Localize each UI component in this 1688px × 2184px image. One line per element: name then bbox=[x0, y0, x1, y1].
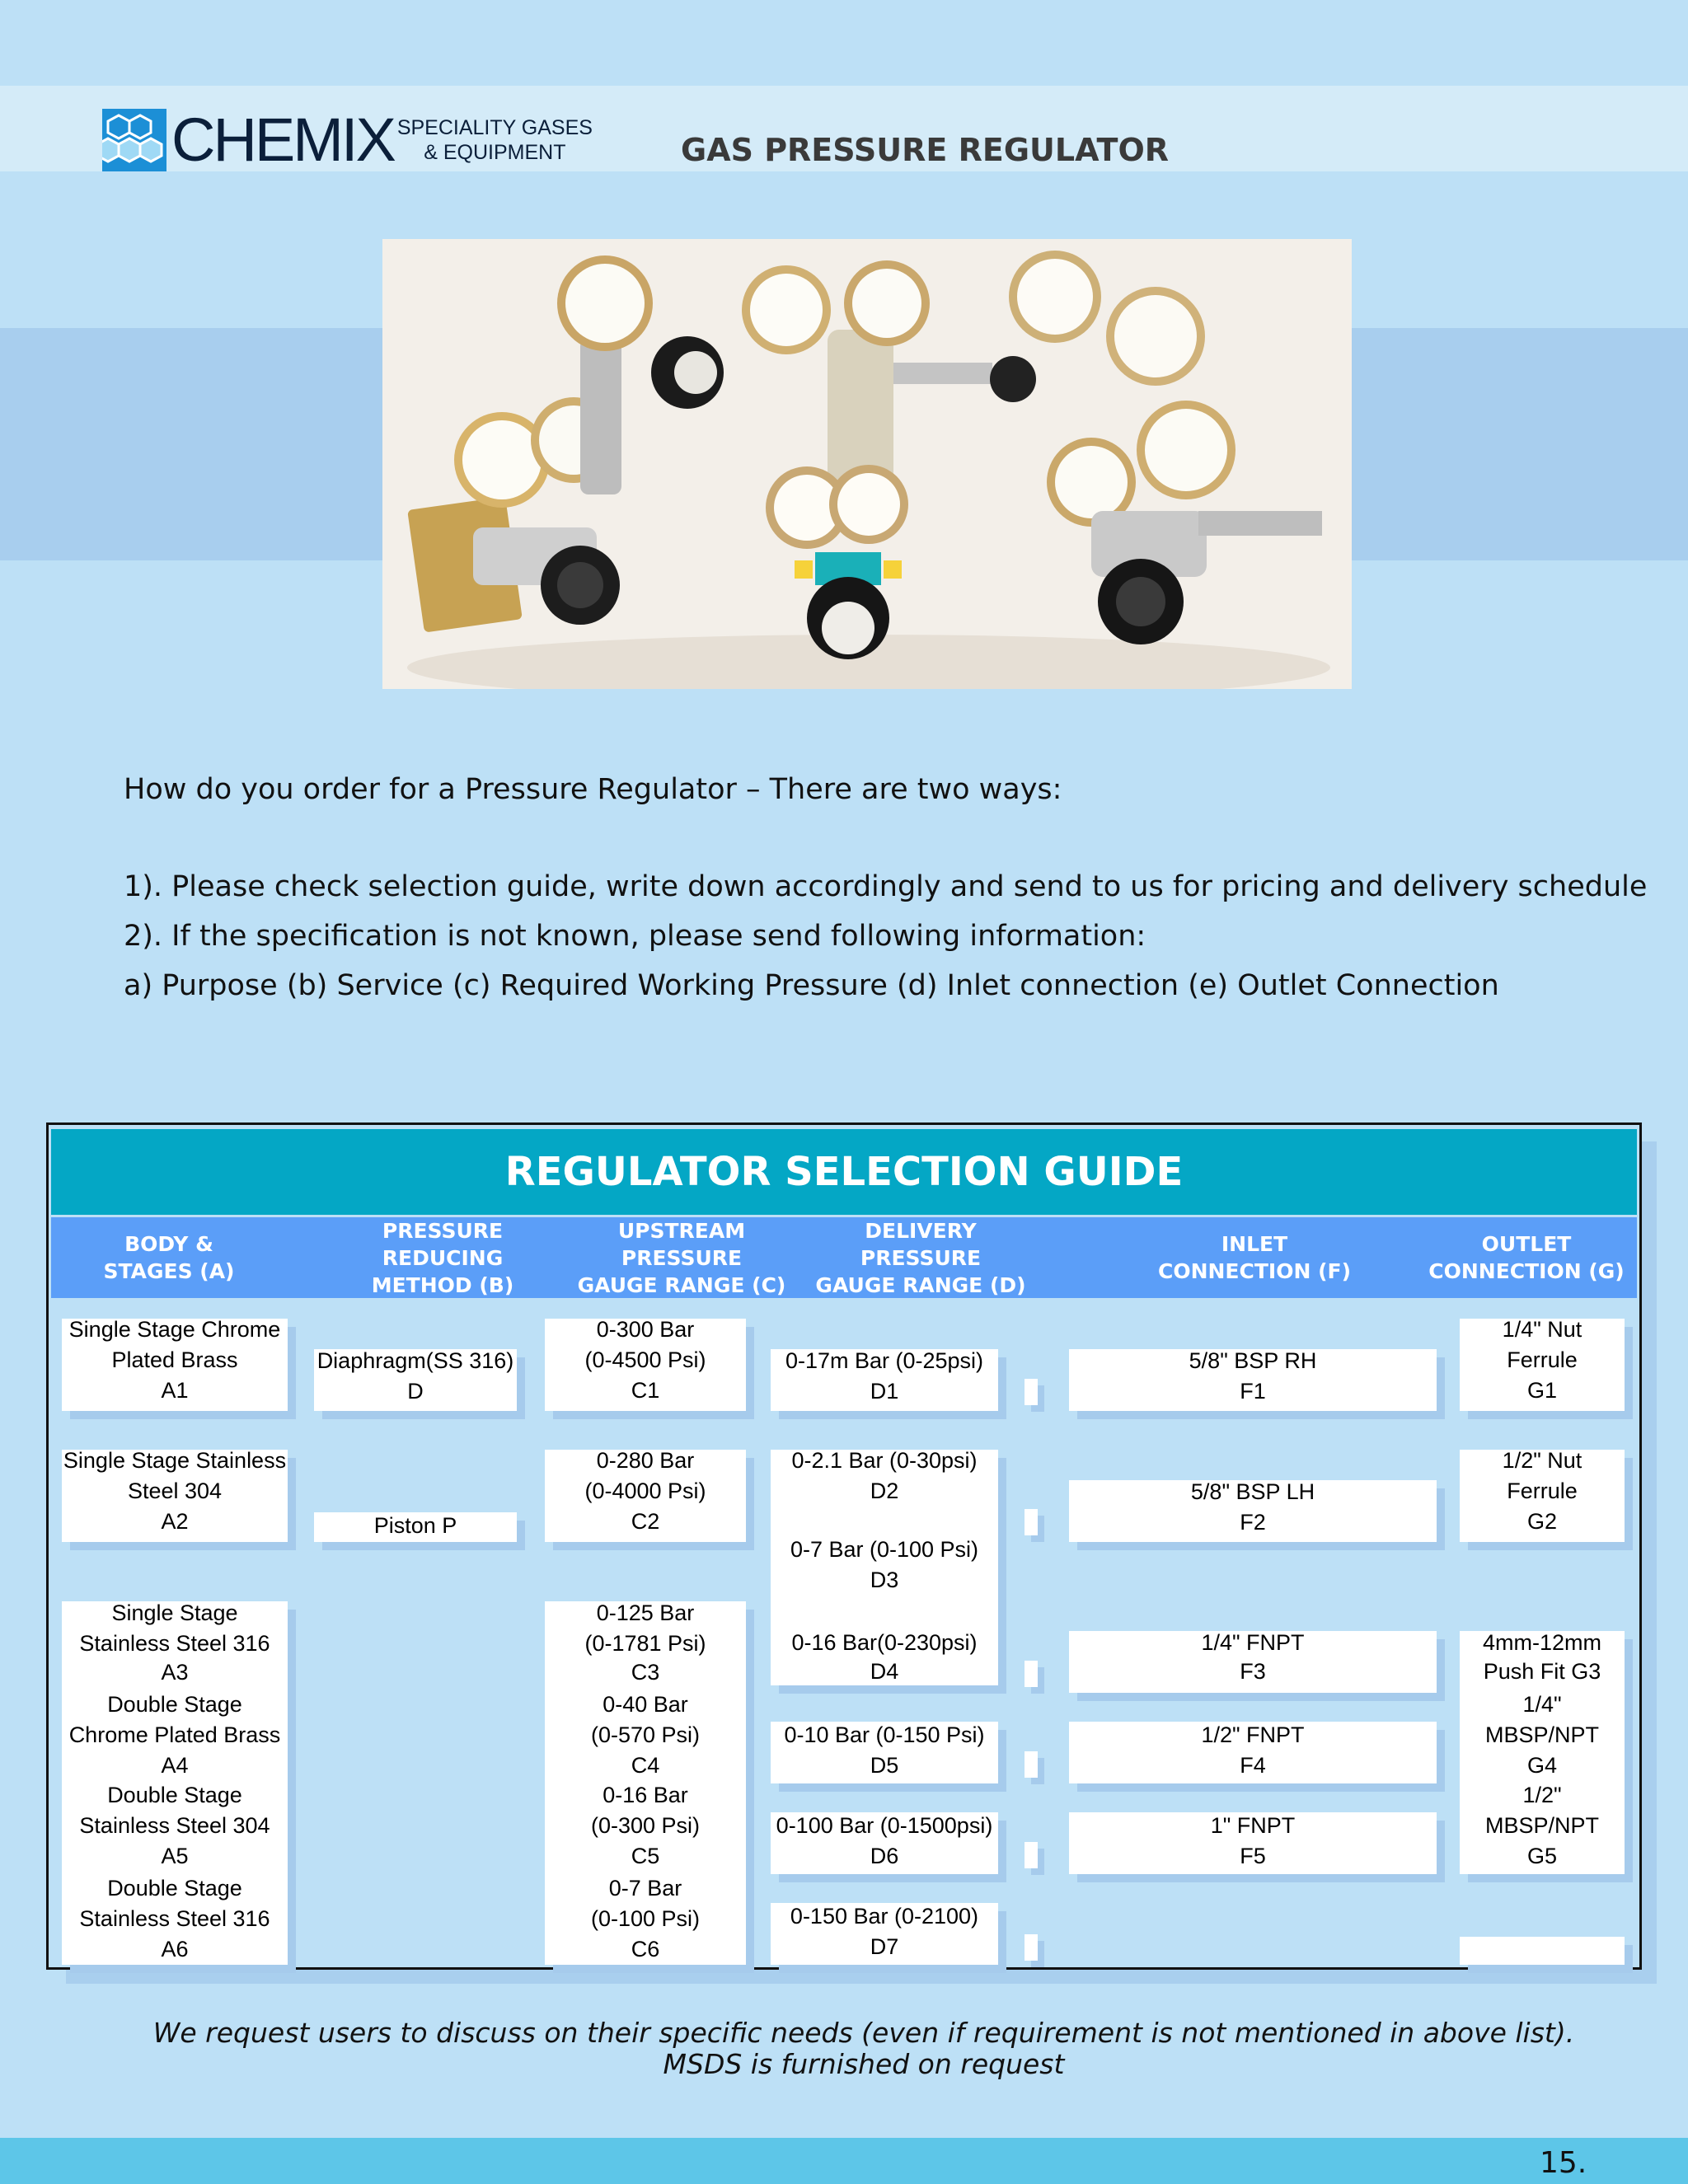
cell-code: C5 bbox=[631, 1844, 660, 1868]
cell-line: 5/8" BSP RH bbox=[1189, 1348, 1317, 1373]
cell-line: 1" FNPT bbox=[1210, 1813, 1296, 1838]
regulator-selection-guide bbox=[46, 1122, 1642, 1970]
cell-code: C6 bbox=[631, 1937, 660, 1961]
header-line: GAUGE RANGE (D) bbox=[815, 1272, 1026, 1297]
cell-code: A3 bbox=[161, 1660, 189, 1685]
upstream-c5 bbox=[545, 1780, 746, 1872]
body-stage-a5 bbox=[62, 1780, 288, 1872]
body-stage-a3 bbox=[62, 1598, 288, 1686]
header-line: INLET bbox=[1221, 1232, 1288, 1256]
cell-line: 0-7 Bar (0-100 Psi) bbox=[790, 1537, 979, 1562]
cell-line: 0-300 Bar bbox=[596, 1317, 695, 1342]
page-number: 15. bbox=[1540, 2146, 1587, 2180]
order-way-2: 2). If the specification is not known, please send following information: bbox=[124, 920, 1146, 953]
delivery-d2 bbox=[771, 1446, 998, 1507]
cell-line: 0-125 Bar bbox=[596, 1601, 695, 1625]
header-outlet bbox=[1419, 1217, 1634, 1298]
delivery-d6 bbox=[771, 1811, 998, 1872]
cell-line: Stainless Steel 316 bbox=[79, 1631, 270, 1656]
cell-line: 0-40 Bar bbox=[603, 1692, 688, 1717]
cell-line: MBSP/NPT bbox=[1484, 1722, 1600, 1747]
cell-line: 1/2" FNPT bbox=[1201, 1722, 1305, 1747]
cell-line: 1/4" FNPT bbox=[1201, 1630, 1305, 1655]
method-diaphragm bbox=[314, 1346, 517, 1407]
cell-line: (0-4500 Psi) bbox=[584, 1347, 706, 1372]
cell-line: Push Fit G3 bbox=[1483, 1659, 1601, 1684]
column-separator bbox=[1025, 1509, 1038, 1535]
cell-line: 4mm-12mm bbox=[1482, 1630, 1601, 1655]
inlet-f2 bbox=[1069, 1477, 1437, 1538]
cell-code: A4 bbox=[161, 1753, 189, 1778]
header-reducing-method bbox=[323, 1217, 562, 1298]
cell-line: (0-570 Psi) bbox=[590, 1722, 701, 1747]
header-line: OUTLET bbox=[1481, 1232, 1572, 1256]
inlet-f1 bbox=[1069, 1346, 1437, 1407]
cell-line: Steel 304 bbox=[127, 1479, 223, 1503]
cell-line: 0-16 Bar(0-230psi) bbox=[791, 1630, 978, 1655]
column-separator bbox=[1025, 1842, 1038, 1868]
hexagon-logo-icon bbox=[102, 109, 166, 171]
header-line: CONNECTION (F) bbox=[1157, 1259, 1352, 1283]
column-separator bbox=[1025, 1661, 1038, 1687]
header-line: PRESSURE REDUCING bbox=[382, 1218, 504, 1270]
order-question: How do you order for a Pressure Regulator – There are two ways: bbox=[124, 773, 1062, 806]
cell-line: 1/4" Nut bbox=[1502, 1317, 1582, 1342]
cell-line: 0-17m Bar (0-25psi) bbox=[785, 1348, 984, 1373]
cell-line: Double Stage bbox=[107, 1876, 242, 1900]
cell-code: G2 bbox=[1526, 1509, 1558, 1534]
body-stage-a1 bbox=[62, 1315, 288, 1406]
decorative-band-left bbox=[0, 328, 386, 560]
cell-code: A2 bbox=[161, 1509, 189, 1534]
brand-tagline bbox=[397, 115, 593, 165]
cell-code: D1 bbox=[870, 1379, 899, 1404]
cell-code: G1 bbox=[1526, 1378, 1558, 1403]
cell-line: 0-150 Bar (0-2100) bbox=[790, 1904, 979, 1929]
cell-line: Piston P bbox=[373, 1513, 457, 1538]
delivery-d4 bbox=[771, 1628, 998, 1685]
upstream-c1 bbox=[545, 1315, 746, 1406]
outlet-cell-empty bbox=[1460, 1937, 1625, 1965]
cell-line: 0-16 Bar bbox=[603, 1783, 688, 1807]
upstream-c4 bbox=[545, 1690, 746, 1781]
header-line: UPSTREAM PRESSURE bbox=[617, 1218, 746, 1270]
cell-code: C1 bbox=[631, 1378, 660, 1403]
cell-line: Double Stage bbox=[107, 1692, 242, 1717]
cell-line: 0-7 Bar bbox=[608, 1876, 682, 1900]
column-separator bbox=[1025, 1379, 1038, 1405]
header-line: STAGES (A) bbox=[103, 1259, 235, 1283]
header-line: CONNECTION (G) bbox=[1428, 1259, 1625, 1283]
cell-code: A6 bbox=[161, 1937, 189, 1961]
decorative-band-right bbox=[1350, 328, 1688, 560]
cell-code: F3 bbox=[1240, 1659, 1266, 1684]
column-separator bbox=[1025, 1751, 1038, 1778]
upstream-c2 bbox=[545, 1446, 746, 1537]
cell-line: 1/2" Nut bbox=[1502, 1448, 1582, 1473]
delivery-d5 bbox=[771, 1720, 998, 1781]
cell-code: C4 bbox=[631, 1753, 660, 1778]
cell-line: 0-2.1 Bar (0-30psi) bbox=[791, 1448, 978, 1473]
outlet-g5 bbox=[1460, 1780, 1625, 1872]
cell-code: G5 bbox=[1526, 1844, 1558, 1868]
footnote-line-1: We request users to discuss on their specific needs (even if requirement is not mentioned in above list). bbox=[152, 2017, 1575, 2049]
cell-line: Double Stage bbox=[107, 1783, 242, 1807]
cell-line: Plated Brass bbox=[111, 1347, 238, 1372]
inlet-f5 bbox=[1069, 1811, 1437, 1872]
delivery-d1 bbox=[771, 1346, 998, 1407]
cell-line: 1/4" bbox=[1522, 1692, 1562, 1717]
delivery-d7 bbox=[771, 1901, 998, 1962]
header-inlet bbox=[1114, 1217, 1395, 1298]
cell-code: D6 bbox=[870, 1844, 899, 1868]
order-way-1: 1). Please check selection guide, write down accordingly and send to us for pricing and delivery schedule bbox=[124, 870, 1648, 903]
header-line: GAUGE RANGE (C) bbox=[577, 1272, 786, 1297]
cell-line: Single Stage Chrome bbox=[68, 1317, 281, 1342]
header-body-stages bbox=[51, 1217, 287, 1298]
outlet-g2 bbox=[1460, 1446, 1625, 1537]
cell-line: Chrome Plated Brass bbox=[68, 1722, 281, 1747]
cell-code: F2 bbox=[1240, 1510, 1266, 1535]
cell-line: 5/8" BSP LH bbox=[1190, 1479, 1315, 1504]
chemix-logo bbox=[102, 107, 593, 173]
order-info-items: a) Purpose (b) Service (c) Required Working Pressure (d) Inlet connection (e) Outlet Connection bbox=[124, 969, 1499, 1002]
footnote bbox=[0, 2018, 1688, 2080]
cell-code: D7 bbox=[870, 1934, 899, 1959]
cell-code: C3 bbox=[631, 1660, 660, 1685]
cell-line: Ferrule bbox=[1507, 1347, 1578, 1372]
cell-line: 0-10 Bar (0-150 Psi) bbox=[784, 1722, 985, 1747]
cell-line: 0-280 Bar bbox=[596, 1448, 695, 1473]
method-piston bbox=[314, 1511, 517, 1541]
brand-tagline-line1: SPECIALITY GASES bbox=[396, 116, 593, 139]
header-line: METHOD (B) bbox=[371, 1272, 514, 1297]
cell-line: Single Stage Stainless bbox=[63, 1448, 287, 1473]
header-delivery bbox=[801, 1217, 1040, 1298]
body-stage-a4 bbox=[62, 1690, 288, 1781]
cell-code: F1 bbox=[1240, 1379, 1266, 1404]
cell-code: D3 bbox=[870, 1568, 899, 1592]
pressure-regulators-image bbox=[382, 239, 1352, 689]
cell-code: A5 bbox=[161, 1844, 189, 1868]
outlet-g1 bbox=[1460, 1315, 1625, 1406]
cell-line: 0-100 Bar (0-1500psi) bbox=[776, 1813, 993, 1838]
cell-code: D bbox=[407, 1379, 424, 1404]
cell-line: (0-100 Psi) bbox=[590, 1906, 701, 1931]
cell-code: F4 bbox=[1240, 1753, 1266, 1778]
cell-code: F5 bbox=[1240, 1844, 1266, 1868]
upstream-c6 bbox=[545, 1873, 746, 1965]
cell-line: Single Stage bbox=[111, 1601, 238, 1625]
header-line: BODY & bbox=[124, 1232, 213, 1256]
cell-line: (0-1781 Psi) bbox=[584, 1631, 706, 1656]
inlet-f4 bbox=[1069, 1720, 1437, 1781]
cell-code: D4 bbox=[870, 1659, 899, 1684]
header-line: DELIVERY PRESSURE bbox=[860, 1218, 982, 1270]
column-separator bbox=[1025, 1934, 1038, 1961]
inlet-f3 bbox=[1069, 1628, 1437, 1685]
delivery-d3 bbox=[771, 1535, 998, 1596]
body-stage-a2 bbox=[62, 1446, 288, 1537]
cell-line: Diaphragm(SS 316) bbox=[316, 1348, 514, 1373]
document-title: GAS PRESSURE REGULATOR bbox=[681, 132, 1170, 168]
cell-line: (0-4000 Psi) bbox=[584, 1479, 706, 1503]
cell-line: Stainless Steel 316 bbox=[79, 1906, 270, 1931]
brand-name: CHEMIX bbox=[171, 105, 394, 174]
cell-line: (0-300 Psi) bbox=[590, 1813, 701, 1838]
cell-line: MBSP/NPT bbox=[1484, 1813, 1600, 1838]
upstream-c3 bbox=[545, 1598, 746, 1686]
footnote-line-2: MSDS is furnished on request bbox=[663, 2048, 1065, 2080]
cell-code: D5 bbox=[870, 1753, 899, 1778]
regulators-photo bbox=[382, 239, 1352, 689]
bottom-bar bbox=[0, 2138, 1688, 2184]
cell-code: A1 bbox=[161, 1378, 189, 1403]
guide-title: REGULATOR SELECTION GUIDE bbox=[51, 1129, 1637, 1215]
outlet-g3 bbox=[1460, 1628, 1625, 1685]
guide-header-row bbox=[51, 1217, 1637, 1298]
cell-code: C2 bbox=[631, 1509, 660, 1534]
body-stage-a6 bbox=[62, 1873, 288, 1965]
outlet-g4 bbox=[1460, 1690, 1625, 1781]
cell-line: Stainless Steel 304 bbox=[79, 1813, 270, 1838]
cell-line: 1/2" bbox=[1522, 1783, 1562, 1807]
brand-tagline-line2: & EQUIPMENT bbox=[424, 141, 566, 164]
header-upstream bbox=[562, 1217, 801, 1298]
cell-line: Ferrule bbox=[1507, 1479, 1578, 1503]
cell-code: D2 bbox=[870, 1479, 899, 1503]
cell-code: G4 bbox=[1526, 1753, 1558, 1778]
